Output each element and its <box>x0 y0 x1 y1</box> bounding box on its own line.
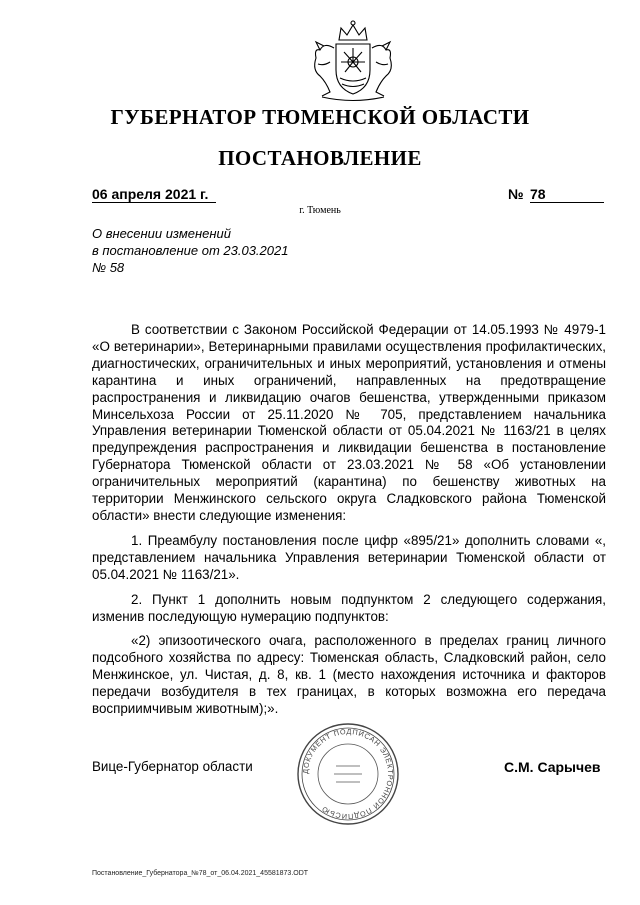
subject-line: О внесении изменений <box>92 226 231 241</box>
issuing-authority: ГУБЕРНАТОР ТЮМЕНСКОЙ ОБЛАСТИ <box>110 105 530 129</box>
body-paragraph: 2. Пункт 1 дополнить новым подпунктом 2 следующего содержания, изменив последующую нумерацию подпунктов: <box>92 591 606 624</box>
document-number-label: № <box>508 186 524 202</box>
stamp-text: ДОКУМЕНТ ПОДПИСАН ЭЛЕКТРОННОЙ ПОДПИСЬЮ <box>300 726 396 822</box>
document-city: г. Тюмень <box>299 205 341 216</box>
body-paragraph: 1. Преамбулу постановления после цифр «895/21» дополнить словами «, представлением начальника Управления ветеринарии Тюменской области от 05.04.2021 № 1163/21». <box>92 532 606 582</box>
body-paragraph: В соответствии с Законом Российской Федерации от 14.05.1993 № 4979-1 «О ветеринарии», Ветеринарными правилами осуществления профилактических, диагностических, ограничительных и иных мероприятий, установления и отмены карантина и иных ограничений, направленных на предотвращение распространения и ликвидацию очагов бешенства, утвержденными приказом Минсельхоза России от 25.11.2020 № 705, представлением начальника Управления ветеринарии Тюменской области от 05.04.2021 № 1163/21 в целях предупреждения распространения и ликвидации бешенства в постановление Губернатора Тюменской области от 23.03.2021 № 58 «Об установлении ограничительных мероприятий (карантина) по бешенству животных на территории Менжинского сельского округа Сладковского района Тюменской области» внести следующие изменения: <box>92 322 606 523</box>
coat-of-arms-icon <box>300 18 406 102</box>
signer-title: Вице-Губернатор области <box>92 759 253 774</box>
signature-stamp-icon <box>296 722 400 826</box>
document-number: 78 <box>530 186 604 203</box>
subject-line: № 58 <box>92 260 125 275</box>
document-type: ПОСТАНОВЛЕНИЕ <box>218 146 422 170</box>
subject-line: в постановление от 23.03.2021 <box>92 243 289 258</box>
footer-filename: Постановление_Губернатора_№78_от_06.04.2021_45581873.ODT <box>92 870 309 877</box>
document-subject <box>92 225 288 276</box>
body-paragraph: «2) эпизоотического очага, расположенного в пределах границ личного подсобного хозяйства по адресу: Тюменская область, Сладковский район, село Менжинское, ул. Чистая, д. 8, кв. 1 (место нахождения источника и факторов передачи возбудителя в тех границах, в которых возможна его передача восприимчивым животным);». <box>92 633 606 717</box>
document-body <box>92 322 606 726</box>
signer-name: С.М. Сарычев <box>504 759 601 775</box>
document-date: 06 апреля 2021 г. <box>92 186 216 203</box>
